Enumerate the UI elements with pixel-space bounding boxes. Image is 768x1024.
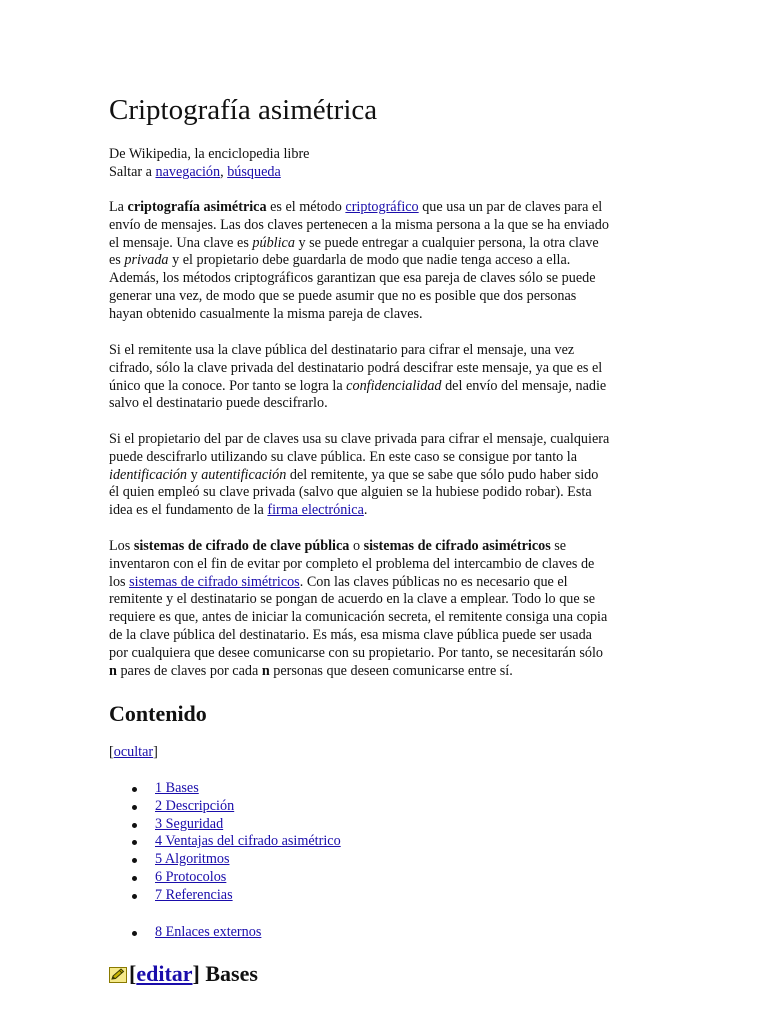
toc-item [129, 833, 341, 851]
bracket: ] [192, 961, 200, 986]
term-italic: privada [124, 252, 169, 269]
p4-line-1 [109, 538, 607, 556]
toc-link-bases[interactable]: 1 Bases [155, 780, 199, 796]
text: y [187, 466, 202, 483]
jump-nav-link[interactable]: navegación [155, 163, 221, 180]
jump-prefix: Saltar a [109, 163, 156, 180]
term-italic: confidencialidad [346, 377, 442, 394]
section-title: Bases [199, 961, 258, 986]
toc-link-ventajas[interactable]: 4 Ventajas del cifrado asimétrico [155, 833, 341, 850]
text: idea es el fundamento de la [109, 502, 268, 519]
text: del envío del mensaje, nadie [441, 377, 607, 394]
paragraph-confidencialidad [109, 342, 606, 413]
criptografico-link[interactable]: criptográfico [345, 199, 419, 215]
bracket: ] [153, 744, 158, 760]
p2-line-4: salvo el destinatario puede descifrarlo. [109, 395, 328, 412]
paragraph-sistemas [109, 538, 607, 680]
term-bold: sistemas de cifrado de clave pública [133, 538, 350, 554]
p1-line-5: Además, los métodos criptográficos garantizan que esa pareja de claves sólo se puede [109, 270, 596, 287]
site-subtitle [109, 146, 309, 182]
paragraph-intro [109, 199, 609, 324]
toc-item [129, 780, 341, 798]
cifrado-simetrico-link[interactable]: sistemas de cifrado simétricos [129, 573, 300, 590]
toc-item [129, 798, 341, 816]
toc-link-descripcion[interactable]: 2 Descripción [155, 797, 235, 814]
term-italic: identificación [109, 466, 188, 483]
p1-line-1 [109, 199, 609, 217]
p4-line-2: inventaron con el fin de evitar por completo el problema del intercambio de claves de [109, 555, 595, 572]
toc-link-protocolos[interactable]: 6 Protocolos [155, 868, 227, 885]
text: . Con las claves públicas no es necesario que el [299, 573, 568, 590]
toc-link-referencias[interactable]: 7 Referencias [155, 886, 233, 903]
term-italic: pública [252, 234, 295, 251]
text: el mensaje. Una clave es [109, 234, 253, 251]
page-title: Criptografía asimétrica [109, 94, 378, 126]
toc-item [129, 887, 341, 905]
p3-line-3 [109, 467, 609, 485]
term-bold: n [261, 662, 270, 679]
toc-toggle [109, 744, 158, 762]
p2-line-1: Si el remitente usa la clave pública del destinatario para cifrar el mensaje, una vez [109, 342, 575, 358]
p3-line-2: puede descifrarlo utilizando su clave pública. En este caso se consigue por tanto la [109, 448, 578, 465]
firma-electronica-link[interactable]: firma electrónica [267, 502, 364, 519]
text: o [349, 538, 364, 554]
p1-line-7: hayan obtenido casualmente la misma pareja de claves. [109, 305, 423, 322]
text: es el método [266, 199, 346, 215]
text: La [109, 199, 128, 215]
text: personas que deseen comunicarse entre sí. [269, 662, 513, 679]
text: Los [109, 538, 134, 554]
text: del remitente, ya que se sabe que sólo pudo haber sido [286, 466, 599, 483]
p4-line-6: de la clave pública del destinatario. Es más, esa misma clave pública puede ser usada [109, 626, 592, 643]
p4-line-3 [109, 574, 607, 592]
bracket: [ [129, 961, 137, 986]
p4-line-5: requiere es que, antes de iniciar la comunicación secreta, el remitente consiga una copia [109, 609, 608, 626]
toc-item [129, 851, 341, 869]
toc-link-enlaces[interactable]: 8 Enlaces externos [155, 924, 262, 940]
toc-hide-link[interactable]: ocultar [113, 744, 154, 760]
jump-line [109, 164, 309, 182]
text: y el propietario debe guardarla de modo que nadie tenga acceso a ella. [168, 252, 571, 269]
text: se [550, 538, 567, 554]
text: es [109, 252, 125, 269]
toc-item [129, 816, 341, 834]
p3-line-1: Si el propietario del par de claves usa su clave privada para cifrar el mensaje, cualquiera [109, 431, 610, 447]
p4-line-7: por cualquiera que desee comunicarse con su propietario. Por tanto, se necesitarán sólo [109, 644, 604, 661]
toc-item [129, 924, 261, 942]
section-heading-bases [109, 960, 258, 988]
p1-line-3 [109, 235, 609, 253]
paragraph-autentificacion [109, 431, 609, 520]
from-line: De Wikipedia, la enciclopedia libre [109, 146, 310, 162]
p3-line-5 [109, 502, 609, 520]
term-bold: sistemas de cifrado asimétricos [363, 538, 551, 554]
bracket: [ [109, 744, 114, 760]
text: único que la conoce. Por tanto se logra la [109, 377, 347, 394]
toc-list [129, 780, 341, 905]
toc-link-algoritmos[interactable]: 5 Algoritmos [155, 851, 230, 868]
text: que usa un par de claves para el [418, 199, 603, 215]
p4-line-4: remitente y el destinatario se pongan de acuerdo en la clave a emplear. Todo lo que se [109, 591, 596, 608]
jump-search-link[interactable]: búsqueda [227, 163, 281, 180]
toc-title: Contenido [109, 701, 207, 726]
p1-line-2: envío de mensajes. Las dos claves pertenecen a la misma persona a la que se ha enviado [109, 216, 609, 233]
text: y se puede entregar a cualquier persona, la otra clave [294, 234, 599, 251]
text: pares de claves por cada [116, 662, 262, 679]
p2-line-3 [109, 378, 606, 396]
term-italic: autentificación [201, 466, 287, 483]
toc-item [129, 869, 341, 887]
text: . [363, 502, 368, 519]
p1-line-6: generar una vez, de modo que se puede asumir que no es posible que dos personas [109, 287, 577, 304]
toc-list-extra [129, 924, 261, 942]
p2-line-2: cifrado, sólo la clave privada del destinatario podrá descifrar este mensaje, ya que es el [109, 359, 603, 376]
p4-line-8 [109, 663, 607, 681]
jump-sep: , [220, 163, 228, 180]
p1-line-4 [109, 252, 609, 270]
pencil-edit-icon[interactable] [109, 962, 127, 978]
p3-line-4: él quien empleó su clave privada (salvo que alguien se la hubiese podido robar). Esta [109, 484, 592, 501]
term-bold: criptografía asimétrica [127, 199, 267, 215]
edit-section-link[interactable]: editar [136, 961, 193, 986]
text: los [109, 573, 130, 590]
toc-link-seguridad[interactable]: 3 Seguridad [155, 815, 224, 832]
term-bold: n [109, 662, 117, 679]
